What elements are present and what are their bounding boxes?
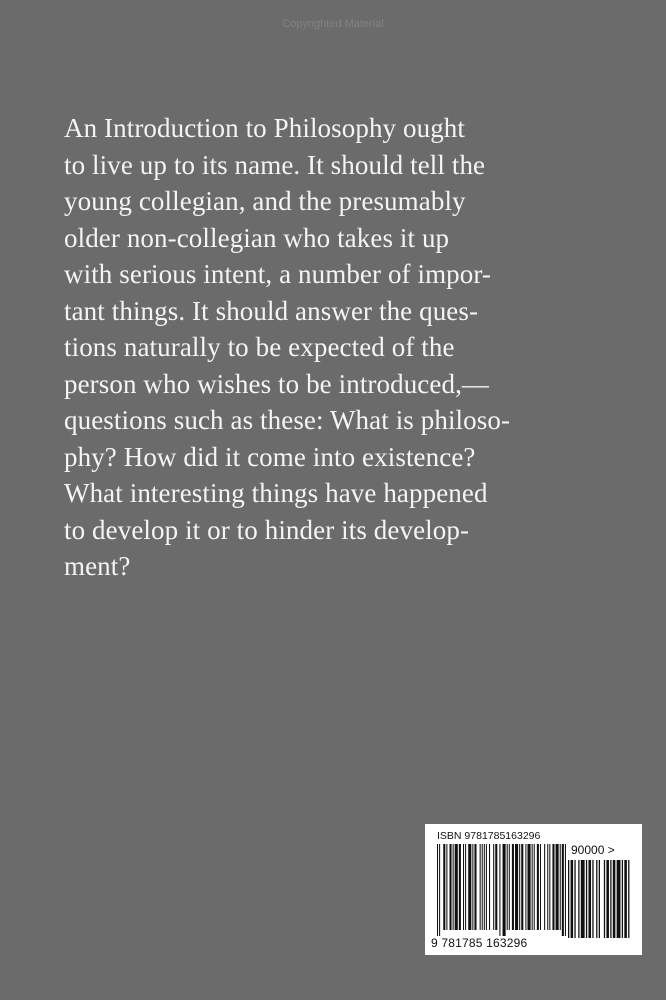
blurb-line: What interesting things have happened	[64, 478, 488, 508]
blurb-line: to live up to its name. It should tell the	[64, 149, 486, 180]
barcode-bar	[556, 844, 559, 930]
barcode-bar	[628, 860, 629, 938]
barcode-bar	[544, 844, 545, 930]
barcode-bar	[499, 844, 500, 936]
blurb-line: phy? How did it come into existence?	[64, 441, 476, 472]
barcode-bar	[482, 844, 483, 930]
blurb-line: questions such as these: What is philoso-	[64, 405, 511, 435]
barcode-bar	[503, 844, 506, 936]
isbn-barcode	[425, 824, 642, 955]
barcode-bar	[472, 844, 473, 930]
barcode-bar	[624, 860, 627, 938]
barcode-bar	[596, 860, 597, 938]
barcode-bar	[465, 844, 466, 930]
barcode-bar	[521, 844, 523, 930]
barcode-bar	[509, 844, 510, 930]
barcode-bar	[486, 844, 487, 930]
barcode-bar	[537, 844, 539, 930]
barcode-bar	[588, 860, 591, 938]
barcode-bar	[515, 844, 518, 930]
blurb-line: tant things. It should answer the ques-	[64, 295, 479, 326]
barcode-bar	[480, 844, 481, 930]
barcode-bar	[459, 844, 461, 930]
barcode-bar	[532, 844, 533, 930]
barcode-bar	[495, 844, 497, 930]
barcode-bar	[540, 844, 541, 930]
barcode-bar	[453, 844, 454, 930]
barcode-bar	[474, 844, 476, 930]
barcode-bar	[534, 844, 535, 930]
barcode-bar	[568, 860, 569, 938]
blurb-line: young collegian, and the presumably	[64, 186, 466, 216]
barcode-bar	[610, 860, 611, 938]
barcode-bar	[443, 844, 445, 930]
barcode-bar	[617, 860, 621, 938]
barcode-bar	[578, 860, 579, 938]
barcode-bar	[599, 860, 600, 938]
barcode-bar	[586, 860, 587, 938]
blurb-line: older non-collegian who takes it up	[64, 222, 450, 253]
isbn-label: ISBN 9781785163296	[437, 830, 541, 842]
barcode-bar	[484, 844, 485, 930]
back-cover-blurb	[64, 110, 624, 585]
barcode-bar	[565, 844, 566, 936]
barcode-bar	[606, 860, 609, 938]
blurb-line: ment?	[64, 551, 131, 581]
barcode-bar	[527, 844, 530, 930]
blurb-line: to develop it or to hinder its develop-	[64, 514, 470, 545]
barcode-bar	[439, 844, 440, 936]
blurb-line: An Introduction to Philosophy ought	[64, 113, 465, 143]
barcode-bar	[592, 860, 593, 938]
copyright-watermark-top: Copyrighted Material	[282, 18, 384, 30]
barcode-bar	[547, 844, 548, 930]
barcode-bar	[581, 860, 585, 938]
barcode-bar	[560, 844, 561, 930]
barcode-bars	[437, 844, 567, 936]
barcode-bar	[622, 860, 623, 938]
barcode-bar	[512, 844, 514, 930]
barcode-bar	[571, 860, 574, 938]
barcode-addon-code: 90000 >	[571, 843, 615, 857]
barcode-bar	[613, 860, 616, 938]
blurb-line: person who wishes to be introduced,—	[64, 368, 490, 399]
barcode-bar	[507, 844, 508, 930]
barcode-bar	[519, 844, 520, 930]
barcode-bar	[552, 844, 554, 930]
barcode-addon-bars	[568, 860, 632, 938]
blurb-line: tions naturally to be expected of the	[64, 332, 455, 362]
barcode-bar	[525, 844, 526, 930]
barcode-bar	[562, 844, 564, 936]
barcode-bar	[455, 844, 458, 930]
barcode-bar	[489, 844, 490, 930]
barcode-bar	[574, 860, 575, 938]
barcode-bar	[468, 844, 471, 930]
barcode-bar	[604, 860, 605, 938]
barcode-bar	[437, 844, 438, 936]
barcode-bar	[446, 844, 447, 930]
blurb-line: with serious intent, a number of impor-	[64, 259, 492, 289]
barcode-digits: 9 781785 163296	[431, 936, 528, 950]
barcode-bar	[493, 844, 494, 930]
barcode-bar	[549, 844, 550, 930]
barcode-bar	[449, 844, 451, 930]
barcode-bar	[463, 844, 464, 930]
